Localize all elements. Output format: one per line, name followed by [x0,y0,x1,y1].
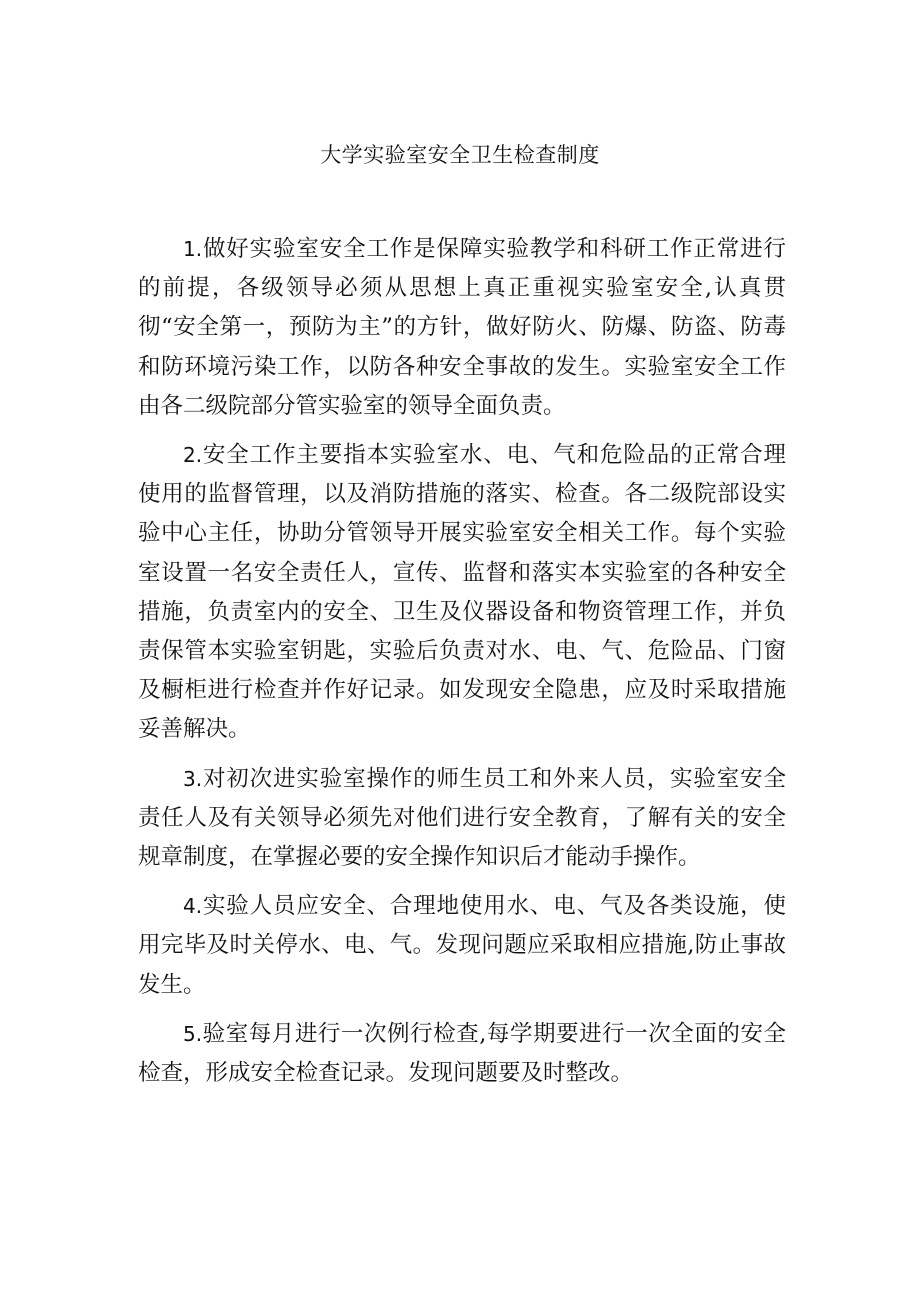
paragraph-number: 1 [183,237,196,261]
paragraph-number: 2 [183,443,196,468]
paragraph-number-separator: . [195,1021,203,1046]
paragraph-text: 验室每月进行一次例行检查,每学期要进行一次全面的安全检查，形成安全检查记录。发现问题要及时整改。 [138,1020,786,1087]
paragraph-2 [138,436,786,750]
paragraph-number-separator: . [195,894,203,919]
paragraph-number: 3 [183,766,196,791]
document-title: 大学实验室安全卫生检查制度 [320,143,600,167]
document-body [138,230,786,1103]
paragraph-number: 5 [183,1021,196,1046]
paragraph-5 [138,1015,786,1093]
paragraph-text: 安全工作主要指本实验室水、电、气和危险品的正常合理使用的监督管理，以及消防措施的落实、检查。各二级院部设实验中心主任，协助分管领导开展实验室安全相关工作。每个实验室设置一名安全责任人，宣传、监督和落实本实验室的各种安全措施，负责室内的安全、卫生及仪器设备和物资管理工作，并负责保管本实验室钥匙，实验后负责对水、电、气、危险品、门窗及橱柜进行检查并作好记录。如发现安全隐患，应及时采取措施妥善解决。 [138,442,786,743]
paragraph-3 [138,760,786,878]
paragraph-number-separator: . [195,766,203,791]
paragraph-text: 做好实验室安全工作是保障实验教学和科研工作正常进行的前提，各级领导必须从思想上真正重视实验室安全,认真贯彻“安全第一，预防为主”的方针，做好防火、防爆、防盗、防毒和防环境污染工作，以防各种安全事故的发生。实验室安全工作由各二级院部分管实验室的领导全面负责。 [138,236,786,419]
paragraph-number-separator: . [195,443,203,468]
paragraph-1 [138,230,786,426]
paragraph-number-separator: . [195,237,203,261]
paragraph-text: 实验人员应安全、合理地使用水、电、气及各类设施，使用完毕及时关停水、电、气。发现问题应采取相应措施,防止事故发生。 [138,893,786,998]
paragraph-4 [138,887,786,1005]
paragraph-number: 4 [183,894,196,919]
paragraph-text: 对初次进实验室操作的师生员工和外来人员，实验室安全责任人及有关领导必须先对他们进行安全教育，了解有关的安全规章制度，在掌握必要的安全操作知识后才能动手操作。 [138,765,786,871]
